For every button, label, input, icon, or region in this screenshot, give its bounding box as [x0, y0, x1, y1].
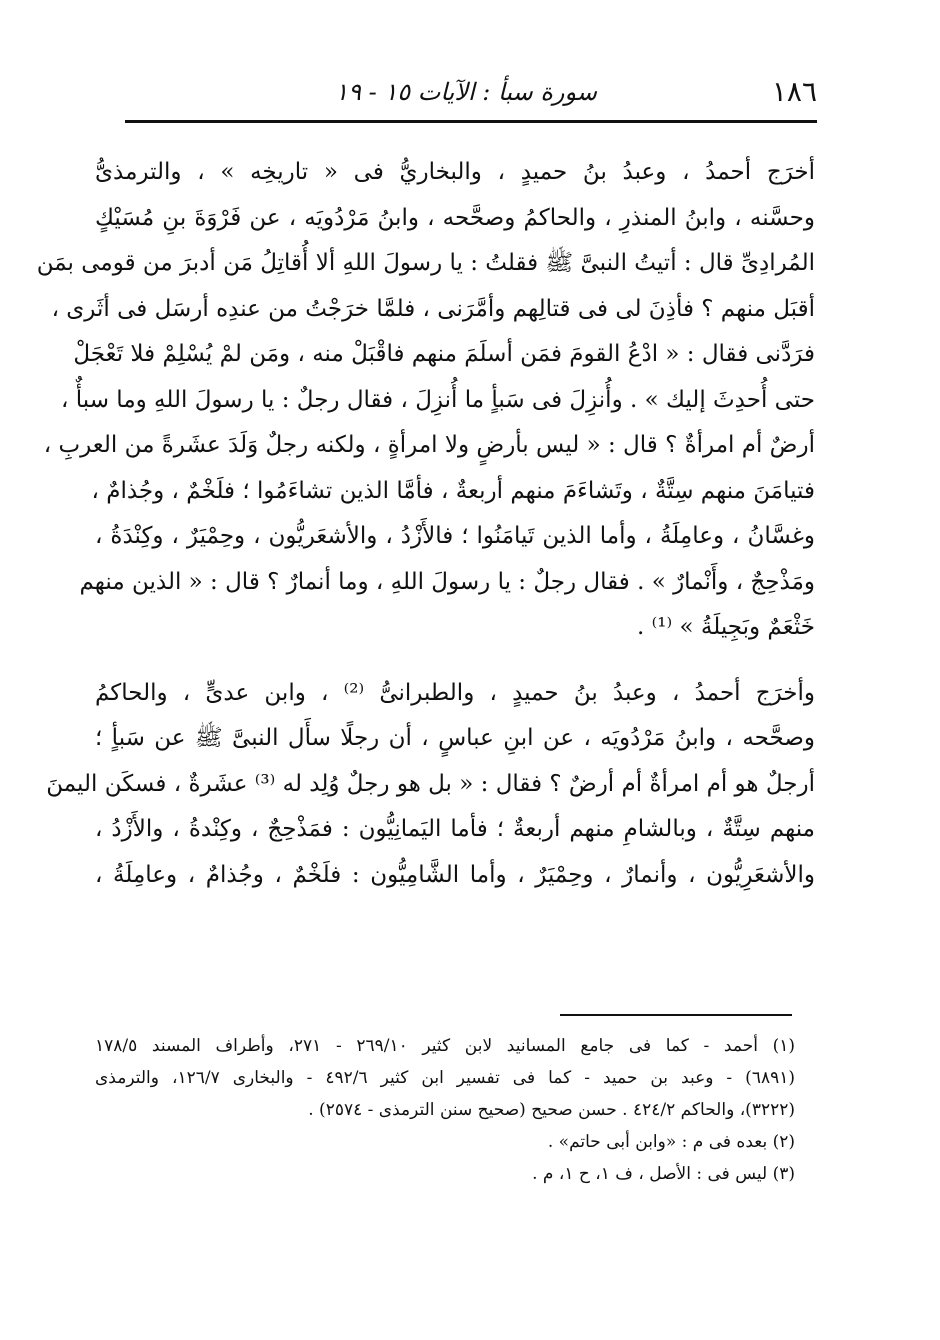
- page-number: ١٨٦: [771, 75, 817, 108]
- footnote-2: (٢) بعده فى م : «وابن أبى حاتم» .: [547, 1132, 795, 1152]
- text-line: وأخرَج أحمدُ ، وعبدُ بنُ حميدٍ ، والطبرانىُّ ⁽²⁾ ، وابن عدىٍّ ، والحاكمُ: [95, 679, 815, 706]
- footnote-divider: [560, 1014, 792, 1016]
- header-divider: [125, 120, 817, 123]
- text-line: منهم سِتَّةٌ ، وبالشامِ منهم أربعةٌ ؛ فأما اليَمانِيُّون : فمَذْحِجٌ ، وكِنْدةُ ، والأَزْدُ ،: [95, 816, 815, 842]
- text-line: أقبَل منهم ؟ فأذِنَ لى فى قتالِهم وأمَّرَنى ، فلمَّا خرَجْتُ من عندِه أرسَل فى أثَرى ،: [51, 295, 815, 322]
- text-line: فتيامَنَ منهم سِتَّةٌ ، وتَشاءَمَ منهم أربعةٌ ، فأمَّا الذين تشاءَمُوا ؛ فلَخْمٌ ، وجُذامٌ ،: [91, 477, 815, 504]
- text-line: أرضٌ أم امرأةٌ ؟ قال : « ليس بأرضٍ ولا امرأةٍ ، ولكنه رجلٌ وَلَدَ عشَرةً من العربِ ،: [43, 432, 815, 458]
- text-line: أخرَج أحمدُ ، وعبدُ بنُ حميدٍ ، والبخاريُّ فى « تاريخِه » ، والترمذىُّ: [95, 159, 815, 185]
- paragraph-1: [36, 150, 815, 651]
- footnote-1-line: (١) أحمد - كما فى جامع المسانيد لابن كثير ٢٦٩/١٠ - ٢٧١، وأطراف المسند ١٧٨/٥: [95, 1036, 795, 1056]
- footnote-1-line: (٦٨٩١) - وعبد بن حميد - كما فى تفسير ابن كثير ٤٩٢/٦ - والبخارى ١٢٦/٧، والترمذى: [95, 1068, 795, 1088]
- text-line: وغسَّانُ ، وعامِلَةُ ، وأما الذين تَيامَنُوا ؛ فالأَزْدُ ، والأشعَريُّون ، وحِمْيَرٌ ، وكِنْدَةُ ،: [95, 523, 815, 549]
- text-line: والأشعَرِيُّون ، وأنمارٌ ، وحِمْيَرٌ ، وأما الشَّامِيُّون : فلَخْمٌ ، وجُذامٌ ، وعامِلَةُ ،: [95, 861, 815, 888]
- text-line: خَثْعَمٌ وبَجِيلَةُ » ⁽¹⁾ .: [637, 614, 815, 640]
- running-title: سورة سبأ : الآيات ١٥ - ١٩: [335, 78, 597, 106]
- text-line: أرجلٌ هو أم امرأةٌ أم أرضٌ ؟ فقال : « بل هو رجلٌ وُلِد له ⁽³⁾ عشَرةٌ ، فسكَن اليمنَ: [46, 770, 815, 797]
- footnotes: [95, 1030, 795, 1190]
- text-line: وصحَّحه ، وابنُ مَرْدُويَه ، عن ابنِ عباسٍ ، أن رجلًا سأَل النبىَّ ﷺ عن سَبأٍ ؛: [95, 725, 815, 751]
- text-line: المُرادِىِّ قال : أتيتُ النبىَّ ﷺ فقلتُ : يا رسولَ اللهِ ألا أُقاتِلُ مَن أدبرَ من قومى بمَن: [36, 250, 815, 276]
- page-header: [125, 72, 817, 112]
- text-line: حتى أُحدِثَ إليك » . وأُنزِلَ فى سَبأٍ ما أُنزِلَ ، فقال رجلٌ : يا رسولَ اللهِ وما سبأٌ ،: [61, 386, 815, 413]
- main-text: [36, 150, 815, 918]
- paragraph-2: [46, 671, 815, 899]
- footnote-3: (٣) ليس فى : الأصل ، ف ١، ح ١، م .: [532, 1164, 795, 1184]
- footnote-1-line: (٣٢٢٢)، والحاكم ٤٢٤/٢ . حسن صحيح (صحيح سنن الترمذى - ٢٥٧٤) .: [308, 1100, 795, 1120]
- text-line: وحسَّنه ، وابنُ المنذرِ ، والحاكمُ وصحَّحه ، وابنُ مَرْدُويَه ، عن فَرْوَةَ بنِ مُسَيْكٍ: [95, 204, 815, 231]
- text-line: فرَدَّنى فقال : « ادْعُ القومَ فمَن أسلَمَ منهم فاقْبَلْ منه ، ومَن لمْ يُسْلِمْ فلا تَعْجَلْ: [73, 341, 815, 367]
- text-line: ومَذْحِجٌ ، وأَنْمارٌ » . فقال رجلٌ : يا رسولَ اللهِ ، وما أنمارٌ ؟ قال : « الذين منهم: [79, 568, 815, 595]
